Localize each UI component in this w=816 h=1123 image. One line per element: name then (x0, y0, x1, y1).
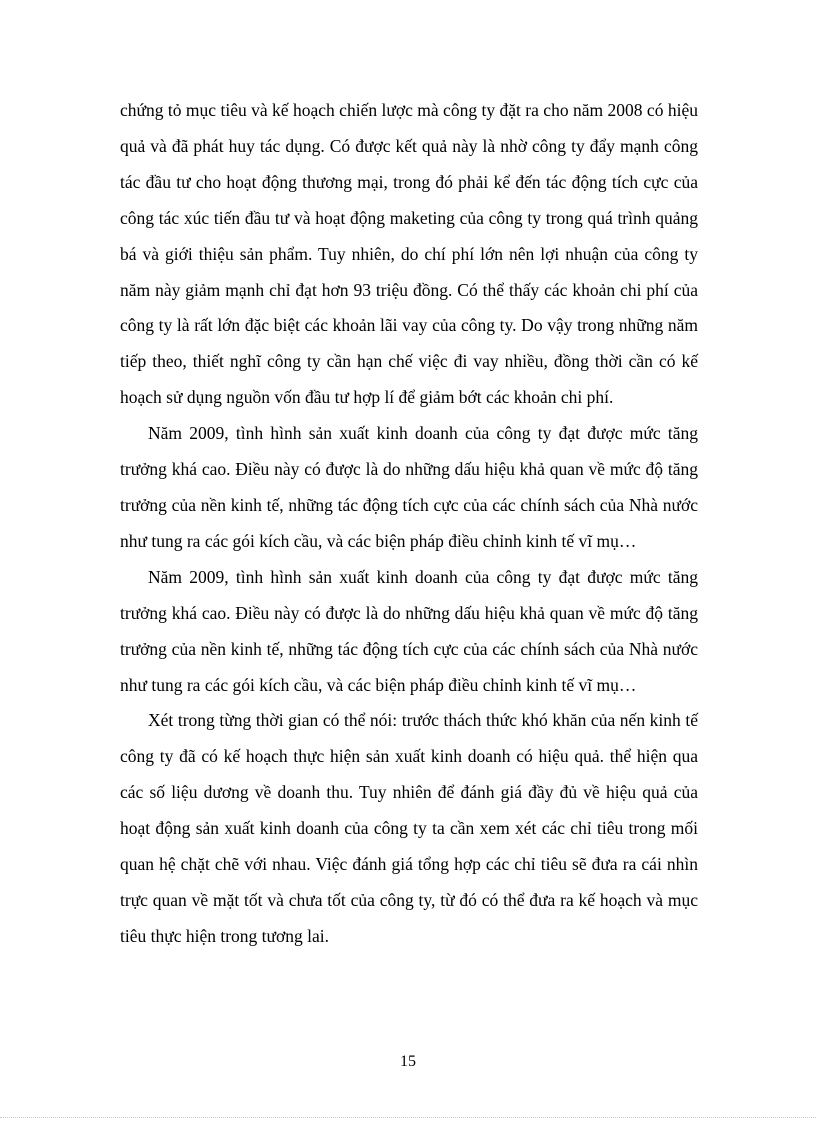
body-text (120, 93, 698, 955)
paragraph-overall-assessment: Xét trong từng thời gian có thể nói: trước thách thức khó khăn của nến kinh tế công ty đã có kế hoạch thực hiện sản xuất kinh doanh có hiệu quả. thể hiện qua các số liệu dương về doanh thu. Tuy nhiên để đánh giá đầy đủ về hiệu quả của hoạt động sản xuất kinh doanh của công ty ta cần xem xét các chỉ tiêu trong mối quan hệ chặt chẽ với nhau. Việc đánh giá tổng hợp các chỉ tiêu sẽ đưa ra cái nhìn trực quan về mặt tốt và chưa tốt của công ty, từ đó có thể đưa ra kế hoạch và mục tiêu thực hiện trong tương lai. (120, 710, 698, 946)
paragraph-2009-growth: Năm 2009, tình hình sản xuất kinh doanh của công ty đạt được mức tăng trưởng khá cao. Điều này có được là do những dấu hiệu khả quan về mức độ tăng trưởng của nền kinh tế, những tác động tích cực của các chính sách của Nhà nước như tung ra các gói kích cầu, và các biện pháp điều chỉnh kinh tế vĩ mụ… (120, 423, 698, 551)
paragraph-2009-growth-repeat: Năm 2009, tình hình sản xuất kinh doanh của công ty đạt được mức tăng trưởng khá cao. Điều này có được là do những dấu hiệu khả quan về mức độ tăng trưởng của nền kinh tế, những tác động tích cực của các chính sách của Nhà nước như tung ra các gói kích cầu, và các biện pháp điều chỉnh kinh tế vĩ mụ… (120, 566, 698, 695)
page-bottom-divider (0, 1117, 816, 1118)
paragraph-continuation: chứng tỏ mục tiêu và kế hoạch chiến lược mà công ty đặt ra cho năm 2008 có hiệu quả và đã phát huy tác dụng. Có được kết quả này là nhờ công ty đẩy mạnh công tác đầu tư cho hoạt động thương mại, trong đó phải kể đến tác động tích cực của công tác xúc tiến đầu tư và hoạt động maketing của công ty trong quá trình quảng bá và giới thiệu sản phẩm. Tuy nhiên, do chí phí lớn nên lợi nhuận của công ty năm này giảm mạnh chỉ đạt hơn 93 triệu đồng. Có thể thấy các khoản chi phí của công ty là rất lớn đặc biệt các khoản lãi vay của công ty. Do vậy trong những năm tiếp theo, thiết nghĩ công ty cần hạn chế việc đi vay nhiều, đồng thời cần có kế hoạch sử dụng nguồn vốn đầu tư hợp lí để giảm bớt các khoản chi phí. (120, 100, 698, 408)
page-number: 15 (400, 1053, 416, 1070)
